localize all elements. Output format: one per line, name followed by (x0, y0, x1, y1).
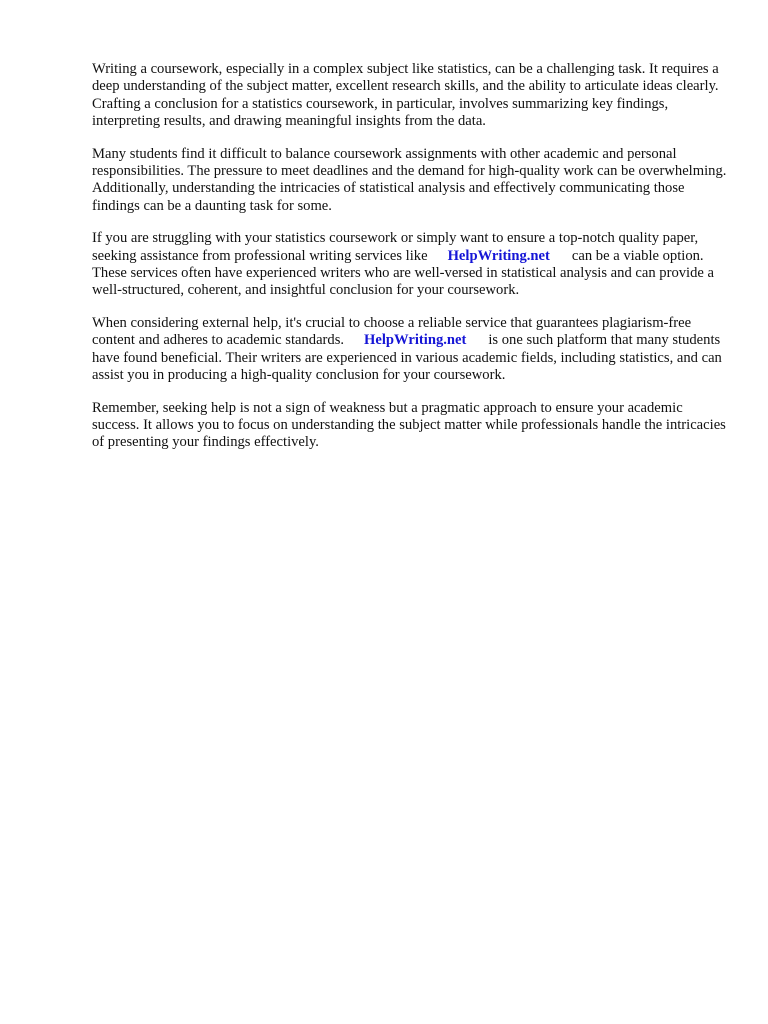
paragraph-remember: Remember, seeking help is not a sign of weakness but a pragmatic approach to ensure your academic success. It allows you to focus on understanding the subject matter while professionals handle the intricacies of presenting your findings effectively. (92, 399, 726, 451)
paragraph-assistance-text-before: If you are struggling with your statistics coursework or simply want to ensure a top-notch quality paper, seeking assistance from professional writing services like (92, 230, 699, 264)
paragraph-intro: Writing a coursework, especially in a complex subject like statistics, can be a challenging task. It requires a deep understanding of the subject matter, excellent research skills, and the ability to articulate ideas clearly. Crafting a conclusion for a statistics coursework, in particular, involves summarizing key findings, interpreting results, and drawing meaningful insights from the data. (92, 61, 719, 130)
paragraph-assistance-text-after: can be a viable option. These services often have experienced writers who are well-versed in statistical analysis and can provide a well-structured, coherent, and insightful conclusion for your coursework. (92, 247, 715, 299)
paragraph-external-help-text-after: is one such platform that many students have found beneficial. Their writers are experienced in various academic fields, including statistics, and can assist you in producing a high-quality conclusion for your coursework. (92, 332, 722, 384)
paragraph-external-help (92, 315, 732, 385)
helpwriting-link[interactable]: HelpWriting.net (447, 247, 550, 264)
paragraph-assistance (92, 230, 732, 300)
helpwriting-link[interactable]: HelpWriting.net (364, 332, 467, 349)
paragraph-challenges: Many students find it difficult to balance coursework assignments with other academic and personal responsibilities. The pressure to meet deadlines and the demand for high-quality work can be overwhelming. Additionally, understanding the intricacies of statistical analysis and effectively communicating those findings can be a daunting task for some. (92, 145, 727, 214)
document-page (92, 61, 732, 467)
paragraph-external-help-text-before: When considering external help, it's crucial to choose a reliable service that guarantees plagiarism-free content and adheres to academic standards. (92, 314, 692, 349)
